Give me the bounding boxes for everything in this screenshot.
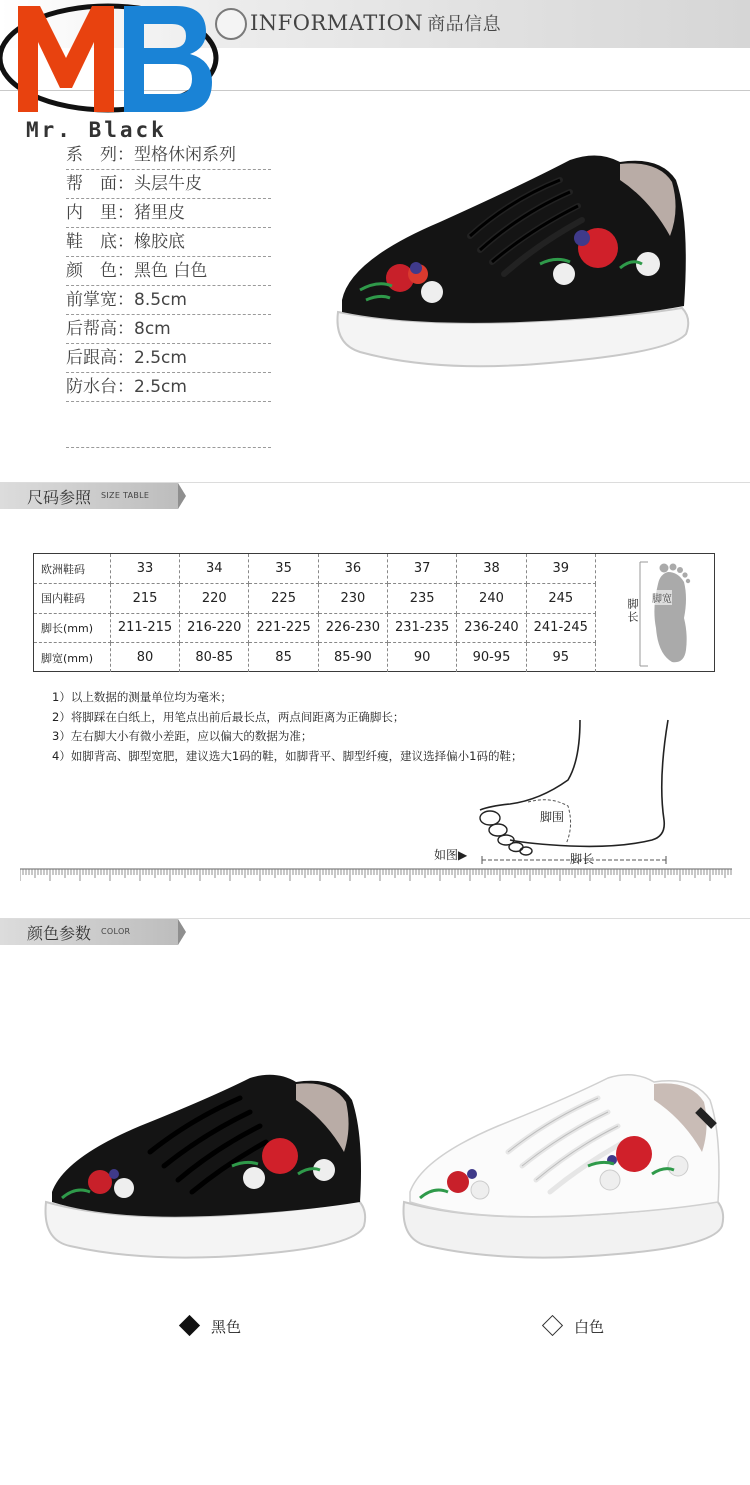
table-cell: 80-85 [180, 643, 249, 673]
arrow-right-icon: ▶ [458, 848, 468, 862]
table-cell: 241-245 [526, 613, 595, 643]
color-option-label: 白色 [574, 1318, 605, 1336]
table-cell: 95 [526, 643, 595, 673]
information-title-cn: 商品信息 [427, 14, 502, 35]
spec-row [66, 257, 271, 286]
information-title [250, 10, 501, 36]
color-image-black-shoe [40, 1070, 370, 1270]
size-table [33, 553, 715, 672]
black-swatch-icon [179, 1315, 200, 1336]
size-table-banner [0, 483, 185, 509]
spec-value: 2.5cm [134, 377, 187, 397]
table-cell: 226-230 [318, 613, 387, 643]
table-cell: 90-95 [457, 643, 526, 673]
foot-length-arrow-label: 脚长 [570, 852, 595, 866]
color-option-label: 黑色 [211, 1318, 242, 1336]
banner-arrow-icon [178, 919, 186, 945]
size-table-grid [34, 554, 596, 672]
color-option-white[interactable] [545, 1316, 604, 1338]
spec-value: 黑色 白色 [134, 261, 208, 281]
measuring-ruler [20, 868, 732, 882]
table-cell: 37 [388, 554, 457, 584]
table-cell: 35 [249, 554, 318, 584]
spec-row [66, 170, 271, 199]
note-item: 2）将脚踩在白纸上，用笔点出前后最长点，两点间距离为正确脚长； [52, 709, 405, 724]
table-cell: 39 [526, 554, 595, 584]
color-title-en: COLOR [101, 927, 131, 936]
table-row [34, 643, 596, 673]
foot-measure-diagram [420, 710, 690, 870]
foot-width-label: 脚宽 [652, 590, 672, 605]
foot-girth-label: 脚围 [540, 810, 565, 824]
banner-arrow-icon [178, 483, 186, 509]
spec-value: 8cm [134, 319, 171, 339]
spec-row [66, 344, 271, 373]
table-row [34, 554, 596, 584]
spec-row [66, 286, 271, 315]
brand-tagline: Mr. Black [26, 118, 167, 142]
table-row-header: 脚宽(mm) [34, 643, 110, 673]
table-row [34, 613, 596, 643]
spec-label: 后跟高： [66, 348, 134, 368]
spec-row [66, 199, 271, 228]
table-cell: 221-225 [249, 613, 318, 643]
spec-value: 8.5cm [134, 290, 187, 310]
spec-row [66, 141, 271, 170]
table-row-header: 欧洲鞋码 [34, 554, 110, 584]
foot-length-label: 脚长 [626, 598, 639, 624]
table-row-header: 脚长(mm) [34, 613, 110, 643]
spec-value: 2.5cm [134, 348, 187, 368]
table-cell: 236-240 [457, 613, 526, 643]
table-row-header: 国内鞋码 [34, 584, 110, 614]
table-cell: 80 [110, 643, 179, 673]
color-title-cn: 颜色参数 [27, 924, 92, 943]
size-table-title-en: SIZE TABLE [101, 491, 150, 500]
table-cell: 34 [180, 554, 249, 584]
table-row [34, 584, 596, 614]
color-option-black[interactable] [182, 1316, 241, 1338]
table-cell: 240 [457, 584, 526, 614]
spec-label: 前掌宽： [66, 290, 134, 310]
spec-label: 防水台： [66, 377, 134, 397]
table-cell: 211-215 [110, 613, 179, 643]
foot-measure-cell [596, 554, 714, 671]
spec-row [66, 228, 271, 257]
table-cell: 235 [388, 584, 457, 614]
table-cell: 215 [110, 584, 179, 614]
table-cell: 230 [318, 584, 387, 614]
spec-value: 头层牛皮 [134, 174, 202, 194]
color-image-white-shoe [398, 1070, 728, 1270]
spec-row [66, 373, 271, 402]
spec-label: 内 里： [66, 203, 134, 223]
spec-value: 型格休闲系列 [134, 145, 236, 165]
spec-label: 帮 面： [66, 174, 134, 194]
table-cell: 90 [388, 643, 457, 673]
spec-label: 系 列： [66, 145, 134, 165]
table-cell: 245 [526, 584, 595, 614]
table-cell: 85-90 [318, 643, 387, 673]
spec-row [66, 315, 271, 344]
white-swatch-icon [542, 1315, 563, 1336]
spec-value: 橡胶底 [134, 232, 185, 252]
spec-label: 鞋 底： [66, 232, 134, 252]
spec-label: 后帮高： [66, 319, 134, 339]
table-cell: 220 [180, 584, 249, 614]
table-cell: 36 [318, 554, 387, 584]
color-banner [0, 919, 185, 945]
spec-value: 猪里皮 [134, 203, 185, 223]
table-cell: 38 [457, 554, 526, 584]
note-item: 1）以上数据的测量单位均为毫米； [52, 690, 232, 704]
table-cell: 231-235 [388, 613, 457, 643]
footprint-icon [638, 558, 698, 668]
table-cell: 85 [249, 643, 318, 673]
size-table-title-cn: 尺码参照 [27, 488, 92, 507]
spec-row-empty [66, 402, 271, 448]
spec-list [66, 141, 271, 448]
see-figure-label [434, 846, 467, 863]
product-image-black-shoe [320, 140, 700, 390]
information-title-en: INFORMATION [250, 11, 424, 35]
table-cell: 33 [110, 554, 179, 584]
note-item: 3）左右脚大小有微小差距，应以偏大的数据为准； [52, 729, 313, 743]
note-item: 4）如脚背高、脚型宽肥，建议选大1码的鞋，如脚背平、脚型纤瘦，建议选择偏小1码的鞋； [52, 748, 523, 763]
see-figure-text: 如图 [434, 848, 459, 862]
spec-label: 颜 色： [66, 261, 134, 281]
table-cell: 216-220 [180, 613, 249, 643]
table-cell: 225 [249, 584, 318, 614]
